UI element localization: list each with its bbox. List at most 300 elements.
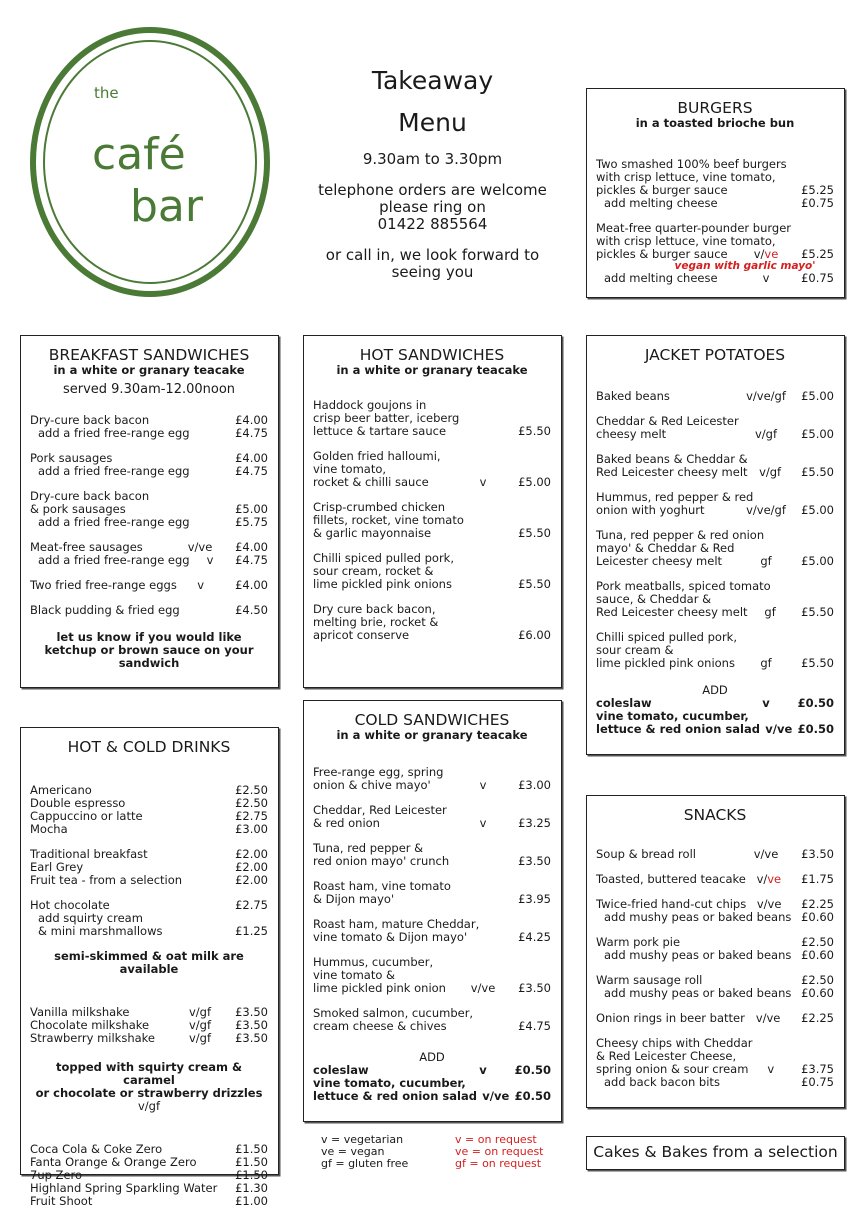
item-name: Mocha <box>30 822 68 836</box>
diet-code <box>742 697 790 710</box>
diet-code-text: v/ve/gf <box>746 503 786 517</box>
item-price <box>790 631 834 644</box>
menu-items <box>313 766 551 1033</box>
diet-code <box>459 982 507 995</box>
menu-item <box>596 1012 834 1025</box>
diet-code <box>176 1032 224 1045</box>
diet-code-text: v/ve <box>470 981 496 995</box>
toppings-note <box>30 1061 268 1113</box>
item-name: Pork sausages <box>30 451 113 465</box>
diet-code-text: v <box>197 578 204 592</box>
item-name: Baked beans & Cheddar & <box>596 452 748 466</box>
item-price: £3.95 <box>518 892 551 906</box>
legend-on-request <box>455 1134 544 1170</box>
item-price: £2.00 <box>235 873 268 887</box>
item-name: lime pickled pink onions <box>596 656 735 670</box>
menu-item-row <box>30 823 268 836</box>
opening-hours: 9.30am to 3.30pm <box>362 150 503 168</box>
diet-code <box>742 197 790 210</box>
item-name: sour cream & <box>596 643 674 657</box>
logo-bar: bar <box>130 181 203 232</box>
section-title: HOT & COLD DRINKS <box>67 738 231 756</box>
item-price <box>507 552 551 565</box>
logo-cafe: café <box>92 129 186 180</box>
item-name: onion & chive mayo' <box>313 778 431 792</box>
jacket-potatoes-section <box>586 335 845 755</box>
diet-code-text: v/ve <box>482 1089 510 1103</box>
diet-code <box>459 629 507 642</box>
item-price: £1.00 <box>235 1194 268 1208</box>
diet-code <box>748 466 793 479</box>
item-price <box>804 580 834 593</box>
item-price: £0.75 <box>801 1075 834 1089</box>
item-name: coleslaw <box>313 1063 369 1077</box>
menu-item-row <box>313 527 551 540</box>
item-name: lettuce & red onion salad <box>596 722 760 736</box>
legend-vegan: ve = vegan <box>321 1145 385 1158</box>
item-name: & pork sausages <box>30 502 126 516</box>
toppings-line-1: topped with squirty cream & caramel <box>55 1060 243 1087</box>
diet-code <box>217 1182 235 1195</box>
item-price: £2.75 <box>235 898 268 912</box>
item-price: £4.00 <box>235 578 268 592</box>
item-price: £0.50 <box>514 1063 551 1077</box>
item-name: Twice-fried hand-cut chips <box>596 897 747 911</box>
menu-item-row <box>30 1032 268 1045</box>
item-price: £2.50 <box>801 973 834 987</box>
diet-code <box>176 1195 224 1208</box>
section-title: HOT SANDWICHES <box>359 346 505 364</box>
diet-code-text: v/ <box>756 872 768 886</box>
item-name: Golden fried halloumi, <box>313 449 441 463</box>
diet-code-text: v/ve <box>753 847 779 861</box>
diet-code <box>760 723 798 736</box>
item-price: £2.75 <box>235 809 268 823</box>
menu-item-row <box>30 427 268 440</box>
menu-item-row <box>596 873 834 886</box>
diet-code <box>742 657 790 670</box>
menu-item-row <box>596 272 834 285</box>
diet-code-text: gf <box>760 656 772 670</box>
diet-code <box>176 823 224 836</box>
item-name: & red onion <box>313 816 380 830</box>
menu-item <box>313 804 551 830</box>
item-price: £4.75 <box>235 426 268 440</box>
item-price <box>507 603 551 616</box>
item-name: with crisp lettuce, vine tomato, <box>596 234 776 248</box>
menu-item-row <box>596 390 834 403</box>
item-price: £3.25 <box>518 816 551 830</box>
item-name: vine tomato & Dijon mayo' <box>313 930 468 944</box>
call-line-1: or call in, we look forward to <box>325 246 540 264</box>
menu-rows <box>596 697 834 736</box>
item-name: Tuna, red pepper & red onion <box>596 528 765 542</box>
menu-item <box>313 399 551 438</box>
menu-item-row <box>596 723 834 736</box>
item-price: £5.00 <box>801 554 834 568</box>
menu-items <box>596 848 834 1089</box>
diet-code <box>459 565 507 578</box>
item-name: & Red Leicester Cheese, <box>596 1049 737 1063</box>
tel-line-1: telephone orders are welcome <box>318 181 547 199</box>
item-name: Highland Spring Sparkling Water <box>30 1181 218 1195</box>
toppings-diet: v/gf <box>137 1099 161 1113</box>
item-price: £1.50 <box>235 1168 268 1182</box>
item-price <box>811 158 834 171</box>
menu-items <box>30 414 268 617</box>
item-price: £5.00 <box>518 475 551 489</box>
item-price: £5.00 <box>235 502 268 516</box>
item-name: Chilli spiced pulled pork, <box>313 551 454 565</box>
item-price: £0.50 <box>797 696 834 710</box>
item-price: £5.50 <box>518 424 551 438</box>
item-name: Black pudding & fried egg <box>30 603 180 617</box>
item-name: Meat-free sausages <box>30 540 143 554</box>
item-price: £0.60 <box>801 948 834 962</box>
item-price <box>507 450 551 463</box>
diet-code-text: v <box>479 475 487 489</box>
menu-item-row <box>596 504 834 517</box>
item-name: vine tomato, cucumber, <box>596 709 749 723</box>
diet-code <box>190 554 231 567</box>
menu-item-row <box>313 779 551 792</box>
cafe-bar-logo <box>30 27 270 297</box>
item-name: Fanta Orange & Orange Zero <box>30 1155 197 1169</box>
telephone-info <box>300 182 565 233</box>
diet-code <box>176 899 224 912</box>
item-name: Dry-cure back bacon <box>30 489 150 503</box>
item-name: Americano <box>30 783 92 797</box>
item-name: spring onion & sour cream <box>596 1062 749 1076</box>
item-name: melting brie, rocket & <box>313 615 439 629</box>
diet-code <box>742 428 790 441</box>
item-price: £6.00 <box>518 628 551 642</box>
item-price: £4.75 <box>235 464 268 478</box>
menu-item-row <box>313 982 551 995</box>
item-name: crisp beer batter, iceberg <box>313 411 460 425</box>
menu-item-row <box>313 629 551 642</box>
item-name: Earl Grey <box>30 860 84 874</box>
red-note: vegan with garlic mayo' <box>674 260 816 272</box>
menu-item <box>30 490 268 529</box>
legend-definitions <box>321 1134 408 1170</box>
menu-item-row <box>313 1090 551 1103</box>
diet-code <box>182 874 227 887</box>
item-price: £2.25 <box>801 1011 834 1025</box>
diet-code-text: v <box>762 271 770 285</box>
tel-line-2: please ring on <box>379 198 486 216</box>
item-price: £5.50 <box>518 577 551 591</box>
item-price <box>507 501 551 514</box>
item-name: Onion rings in beer batter <box>596 1011 745 1025</box>
item-name: cheesy melt <box>596 427 667 441</box>
menu-item <box>596 974 834 1000</box>
menu-item-row <box>596 657 834 670</box>
diet-code <box>180 604 226 617</box>
diet-code <box>459 817 507 830</box>
menu-item-row <box>30 465 268 478</box>
snacks-section <box>586 795 845 1108</box>
menu-items <box>596 158 834 285</box>
item-name: mayo' & Cheddar & Red <box>596 541 735 555</box>
menu-item-row <box>313 855 551 868</box>
diet-code <box>176 490 224 503</box>
item-name: add a fried free-range egg <box>38 426 190 440</box>
diet-code <box>176 912 224 925</box>
item-price: £3.50 <box>518 854 551 868</box>
diet-code-text: v/ve <box>756 897 782 911</box>
menu-item-row <box>313 1020 551 1033</box>
item-name: Chocolate milkshake <box>30 1018 150 1032</box>
item-name: apricot conserve <box>313 628 410 642</box>
item-price: £5.50 <box>518 526 551 540</box>
item-price: £5.50 <box>801 465 834 479</box>
item-name: & garlic mayonnaise <box>313 526 432 540</box>
diet-code <box>459 476 507 489</box>
menu-item-row <box>30 516 268 529</box>
menu-item <box>30 541 268 567</box>
menu-item <box>596 936 834 962</box>
item-name: Red Leicester cheesy melt <box>596 465 748 479</box>
diet-code-text: gf <box>760 554 772 568</box>
diet-code <box>791 949 801 962</box>
diet-code <box>190 465 231 478</box>
item-name: Smoked salmon, cucumber, <box>313 1006 474 1020</box>
item-price: £2.50 <box>235 796 268 810</box>
menu-item <box>30 848 268 887</box>
item-price: £5.00 <box>801 503 834 517</box>
item-name: Haddock goujons in <box>313 398 427 412</box>
diet-code-text: v/gf <box>759 465 782 479</box>
diet-code <box>764 529 800 542</box>
item-price: £1.30 <box>235 1181 268 1195</box>
item-name: add mushy peas or baked beans <box>604 910 792 924</box>
diet-code <box>791 222 813 235</box>
diet-code <box>746 873 792 886</box>
item-name: lettuce & red onion salad <box>313 1089 477 1103</box>
menu-item-row <box>30 579 268 592</box>
menu-item-row <box>313 578 551 591</box>
item-name: add a fried free-range egg <box>38 464 190 478</box>
diet-code-text: v/ <box>753 247 765 261</box>
legend-gluten-free: gf = gluten free <box>321 1157 409 1170</box>
diet-code-text: v <box>479 1063 487 1077</box>
item-name: add mushy peas or baked beans <box>604 986 792 1000</box>
item-name: Red Leicester cheesy melt <box>596 605 748 619</box>
menu-item <box>313 552 551 591</box>
phone-number: 01422 885564 <box>377 215 488 233</box>
diet-code <box>459 616 507 629</box>
menu-item-row <box>596 987 834 1000</box>
diet-code-text: v/ve <box>765 722 793 736</box>
item-name: & Dijon mayo' <box>313 892 395 906</box>
item-name: sauce, & Cheddar & <box>596 592 712 606</box>
diet-code <box>459 527 507 540</box>
diet-code-text: v <box>479 816 487 830</box>
diet-code <box>464 514 509 527</box>
item-name: pickles & burger sauce <box>596 247 728 261</box>
item-name: Leicester cheesy melt <box>596 554 723 568</box>
item-name: red onion mayo' crunch <box>313 854 450 868</box>
diet-code <box>459 399 507 412</box>
section-subtitle: in a white or granary teacake <box>53 363 245 377</box>
menu-item <box>596 848 834 861</box>
item-name: coleslaw <box>596 696 652 710</box>
item-name: & mini marshmallows <box>38 924 163 938</box>
item-name: add melting cheese <box>604 196 718 210</box>
item-price: £5.25 <box>801 247 834 261</box>
item-price: £3.00 <box>235 822 268 836</box>
item-price: £1.50 <box>235 1155 268 1169</box>
toppings-line-2-text: or chocolate or strawberry drizzles <box>35 1086 263 1100</box>
diet-code <box>748 606 793 619</box>
item-name: add a fried free-range egg <box>38 515 190 529</box>
item-name: Cheddar & Red Leicester <box>596 414 739 428</box>
diet-code <box>473 1007 514 1020</box>
menu-items <box>30 784 268 938</box>
menu-item-row <box>30 604 268 617</box>
item-price: £4.00 <box>235 451 268 465</box>
diet-code <box>459 779 507 792</box>
title-takeaway: Takeaway <box>371 66 494 95</box>
diet-code <box>791 911 801 924</box>
item-name: Vanilla milkshake <box>30 1005 130 1019</box>
menu-item <box>30 899 268 938</box>
diet-code <box>742 390 790 403</box>
legend-v-on-request: v = on request <box>455 1133 537 1146</box>
diet-code-text: v/ve <box>755 1011 781 1025</box>
diet-code-text: v/ve <box>187 540 213 554</box>
menu-item-row <box>313 476 551 489</box>
diet-code <box>479 918 516 931</box>
item-name: Chilli spiced pulled pork, <box>596 630 737 644</box>
item-name: Hummus, red pepper & red <box>596 490 754 504</box>
menu-item-row <box>596 848 834 861</box>
item-price: £2.25 <box>801 897 834 911</box>
menu-item <box>596 1037 834 1089</box>
menu-item <box>596 453 834 479</box>
item-price: £4.00 <box>235 540 268 554</box>
menu-item <box>313 766 551 792</box>
menu-item <box>596 580 834 619</box>
item-name: Traditional breakfast <box>30 847 148 861</box>
item-name: cream cheese & chives <box>313 1019 447 1033</box>
item-price <box>507 399 551 412</box>
diet-code <box>177 579 225 592</box>
add-heading: ADD <box>419 1050 445 1064</box>
milk-note: semi-skimmed & oat milk are available <box>54 949 244 976</box>
menu-item-row <box>313 931 551 944</box>
menu-item <box>596 390 834 403</box>
item-name: Hummus, cucumber, <box>313 955 434 969</box>
menu-item <box>30 784 268 836</box>
menu-item <box>313 603 551 642</box>
item-name: Crisp-crumbed chicken <box>313 500 446 514</box>
item-name: Cheesy chips with Cheddar <box>596 1036 753 1050</box>
item-name: Roast ham, mature Cheddar, <box>313 917 480 931</box>
diet-code <box>176 848 224 861</box>
diet-code <box>459 578 507 591</box>
diet-code <box>459 412 507 425</box>
menu-item <box>313 501 551 540</box>
menu-item-row <box>313 817 551 830</box>
item-price: £5.25 <box>801 183 834 197</box>
item-name: add a fried free-range egg <box>38 553 190 567</box>
diet-code <box>459 450 507 463</box>
drinks-section <box>20 727 279 1208</box>
logo-the: the <box>94 84 119 102</box>
item-name: with crisp lettuce, vine tomato, <box>596 170 776 184</box>
item-price: £5.00 <box>801 427 834 441</box>
section-title: SNACKS <box>683 806 747 824</box>
menu-item <box>596 529 834 568</box>
section-title: JACKET POTATOES <box>644 346 786 364</box>
item-price: £0.75 <box>801 196 834 210</box>
item-price: £4.50 <box>235 603 268 617</box>
diet-code-text: v/ve/gf <box>746 389 786 403</box>
diet-code <box>467 931 511 944</box>
diet-code <box>459 1020 507 1033</box>
item-name: 7up Zero <box>30 1168 83 1182</box>
menu-item <box>596 158 834 210</box>
menu-item-row <box>596 949 834 962</box>
diet-code <box>771 580 804 593</box>
item-price: £3.50 <box>801 847 834 861</box>
diet-code <box>190 516 231 529</box>
item-price: £1.75 <box>801 872 834 886</box>
menu-item-row <box>596 555 834 568</box>
item-price: £0.60 <box>801 986 834 1000</box>
menu-item-row <box>30 925 268 938</box>
cold-sandwiches-section <box>303 700 562 1122</box>
diet-code <box>745 1012 792 1025</box>
diet-code <box>742 1050 790 1063</box>
title-menu: Menu <box>398 108 467 137</box>
diet-code <box>176 861 224 874</box>
item-price: £4.75 <box>235 553 268 567</box>
menu-item-row <box>30 1195 268 1208</box>
menu-items <box>596 390 834 670</box>
item-name: rocket & chilli sauce <box>313 475 429 489</box>
diet-code <box>742 555 790 568</box>
diet-code <box>459 893 507 906</box>
menu-item-row <box>30 554 268 567</box>
diet-code <box>791 987 801 1000</box>
item-name: Free-range egg, spring <box>313 765 444 779</box>
menu-item-row <box>596 466 834 479</box>
item-price: £2.00 <box>235 860 268 874</box>
menu-item-row <box>313 425 551 438</box>
diet-code <box>459 880 507 893</box>
diet-code <box>459 1064 507 1077</box>
menu-item-row <box>596 1076 834 1089</box>
diet-code <box>459 956 507 969</box>
menu-item-row <box>596 197 834 210</box>
call-in-info <box>300 247 565 281</box>
diet-code <box>742 848 790 861</box>
toppings-line-2 <box>30 1087 268 1113</box>
item-price <box>801 529 834 542</box>
menu-rows <box>30 1143 268 1208</box>
item-name: Meat-free quarter-pounder burger <box>596 221 792 235</box>
menu-item-row <box>596 606 834 619</box>
item-name: Warm pork pie <box>596 935 681 949</box>
item-price: £0.75 <box>801 271 834 285</box>
legend-ve-on-request: ve = on request <box>455 1145 544 1158</box>
diet-code <box>176 925 224 938</box>
item-name: Double espresso <box>30 796 126 810</box>
item-price <box>795 1037 834 1050</box>
